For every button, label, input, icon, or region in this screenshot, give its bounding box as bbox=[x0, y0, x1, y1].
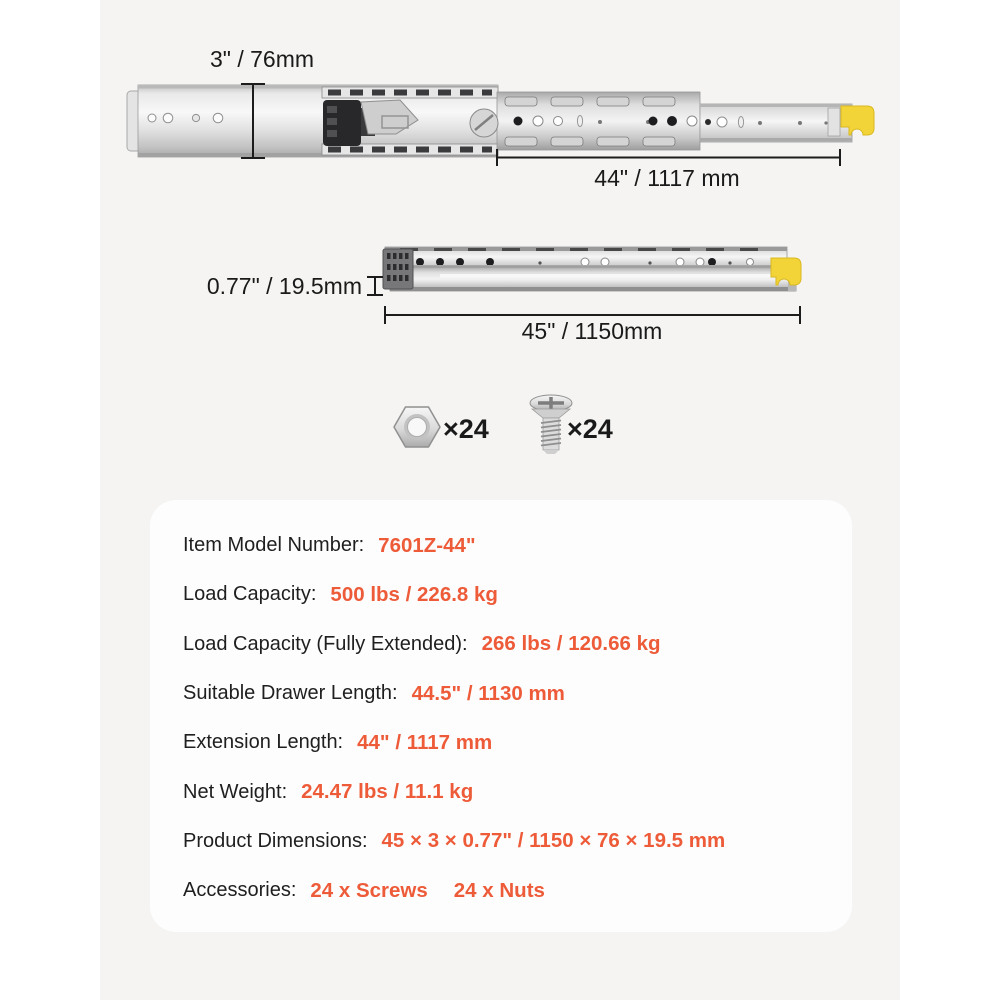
spec-row-net-weight bbox=[183, 767, 832, 816]
closed-length-label: 45" / 1150mm bbox=[521, 318, 663, 344]
spec-row-extension-length bbox=[183, 718, 832, 767]
spec-label: Item Model Number: bbox=[183, 534, 365, 557]
spec-rows bbox=[183, 521, 832, 915]
spec-label: Net Weight: bbox=[183, 780, 288, 803]
spec-label: Extension Length: bbox=[183, 731, 344, 754]
extended-length-label: 44" / 1117 mm bbox=[594, 165, 740, 191]
spec-value: 7601Z-44" bbox=[378, 533, 476, 557]
spec-label: Accessories: bbox=[183, 879, 297, 902]
spec-label: Load Capacity: bbox=[183, 583, 317, 606]
spec-value: 500 lbs / 226.8 kg bbox=[330, 582, 498, 606]
screw-count: ×24 bbox=[567, 414, 613, 444]
spec-value: 24.47 lbs / 11.1 kg bbox=[301, 780, 474, 804]
spec-value: 266 lbs / 120.66 kg bbox=[481, 632, 661, 656]
spec-label: Product Dimensions: bbox=[183, 829, 368, 852]
spec-value: 44" / 1117 mm bbox=[357, 730, 493, 754]
hex-nut-icon bbox=[394, 407, 440, 447]
spec-label: Load Capacity (Fully Extended): bbox=[183, 632, 468, 655]
screw-icon bbox=[530, 395, 572, 454]
spec-row-drawer-length bbox=[183, 669, 832, 718]
closed-left-bracket bbox=[383, 249, 413, 289]
closed-thickness-label: 0.77" / 19.5mm bbox=[206, 273, 362, 299]
spec-row-model bbox=[183, 521, 832, 570]
spec-row-load-capacity-extended bbox=[183, 620, 832, 669]
spec-row-load-capacity bbox=[183, 570, 832, 619]
closed-bottom-rail bbox=[390, 267, 796, 291]
thickness-dimension-mark bbox=[367, 277, 383, 295]
spec-card bbox=[150, 500, 852, 932]
spec-value: 45 × 3 × 0.77" / 1150 × 76 × 19.5 mm bbox=[381, 829, 726, 853]
spec-value: 24 x Screws bbox=[310, 878, 428, 902]
spec-value: 44.5" / 1130 mm bbox=[411, 681, 565, 705]
length-dimension-line bbox=[497, 149, 840, 166]
spec-row-product-dimensions bbox=[183, 817, 832, 866]
inner-rail bbox=[700, 104, 852, 142]
spec-row-accessories bbox=[183, 866, 832, 915]
middle-rail bbox=[497, 92, 700, 150]
nut-count: ×24 bbox=[443, 414, 489, 444]
spec-value: 24 x Nuts bbox=[453, 878, 545, 902]
extended-height-label: 3" / 76mm bbox=[209, 46, 315, 72]
spec-label: Suitable Drawer Length: bbox=[183, 682, 398, 705]
